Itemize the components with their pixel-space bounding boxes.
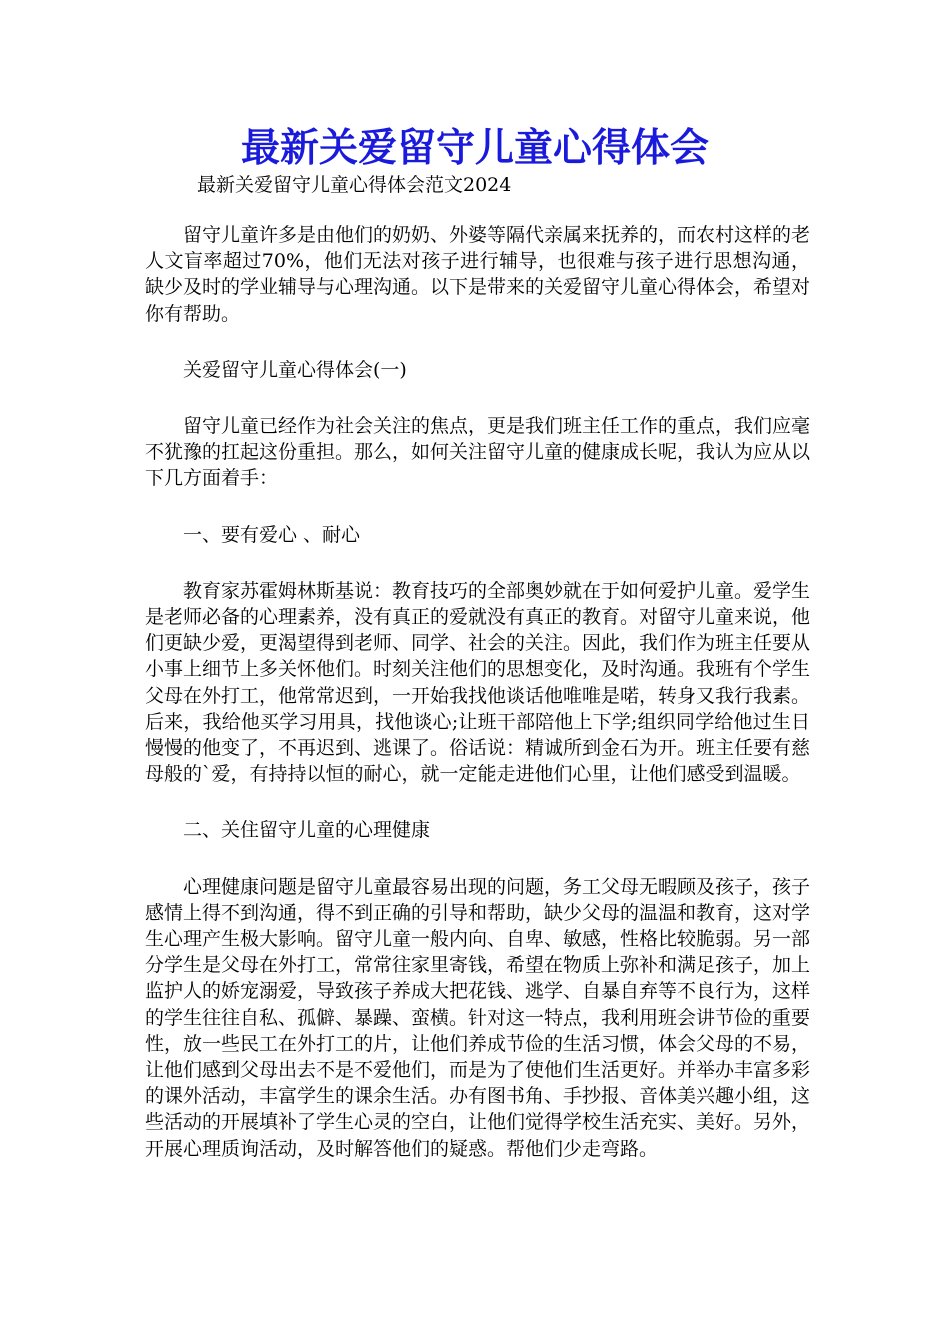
point-one-heading: 一、要有爱心 、耐心: [183, 523, 361, 546]
point-one-paragraph: 教育家苏霍姆林斯基说：教育技巧的全部奥妙就在于如何爱护儿童。爱学生是老师必备的心理素养，没有真正的爱就没有真正的教育。对留守儿童来说，他们更缺少爱，更渴望得到老师、同学、社会的关注。因此，我们作为班主任要从小事上细节上多关怀他们。时刻关注他们的思想变化，及时沟通。我班有个学生父母在外打工，他常常迟到，一开始我找他谈话他唯唯是喏，转身又我行我素。后来，我给他买学习用具，找他谈心;让班干部陪他上下学;组织同学给他过生日慢慢的他变了，不再迟到、逃课了。俗话说：精诚所到金石为开。班主任要有慈母般的`爱，有持持以恒的耐心，就一定能走进他们心里，让他们感受到温暖。: [145, 579, 811, 786]
section-intro-paragraph: 留守儿童已经作为社会关注的焦点，更是我们班主任工作的重点，我们应毫不犹豫的扛起这份重担。那么，如何关注留守儿童的健康成长呢，我认为应从以下几方面着手：: [145, 415, 811, 490]
document-body: [145, 222, 810, 1192]
point-two-paragraph: 心理健康问题是留守儿童最容易出现的问题，务工父母无暇顾及孩子，孩子感情上得不到沟通，得不到正确的引导和帮助，缺少父母的温温和教育，这对学生心理产生极大影响。留守儿童一般内向、自卑、敏感，性格比较脆弱。另一部分学生是父母在外打工，常常往家里寄钱，希望在物质上弥补和满足孩子，加上监护人的娇宠溺爱，导致孩子养成大把花钱、逃学、自暴自弃等不良行为，这样的学生往往自私、孤僻、暴躁、蛮横。针对这一特点，我利用班会讲节俭的重要性，放一些民工在外打工的片，让他们养成节俭的生活习惯，体会父母的不易，让他们感到父母出去不是不爱他们，而是为了使他们生活更好。并举办丰富多彩的课外活动，丰富学生的课余生活。办有图书角、手抄报、音体美兴趣小组，这些活动的开展填补了学生心灵的空白，让他们觉得学校生活充实、美好。另外，开展心理质询活动，及时解答他们的疑惑。帮他们少走弯路。: [145, 875, 811, 1160]
document-title: 最新关爱留守儿童心得体会: [240, 125, 709, 171]
point-two-heading: 二、关住留守儿童的心理健康: [183, 819, 431, 842]
intro-paragraph: 留守儿童许多是由他们的奶奶、外婆等隔代亲属来抚养的，而农村这样的老人文盲率超过70%，他们无法对孩子进行辅导，也很难与孩子进行思想沟通，缺少及时的学业辅导与心理沟通。以下是带来的关爱留守儿童心得体会，希望对你有帮助。: [145, 224, 811, 325]
section-heading: 关爱留守儿童心得体会(一): [183, 358, 407, 381]
document-subtitle: 最新关爱留守儿童心得体会范文2024: [197, 174, 512, 196]
